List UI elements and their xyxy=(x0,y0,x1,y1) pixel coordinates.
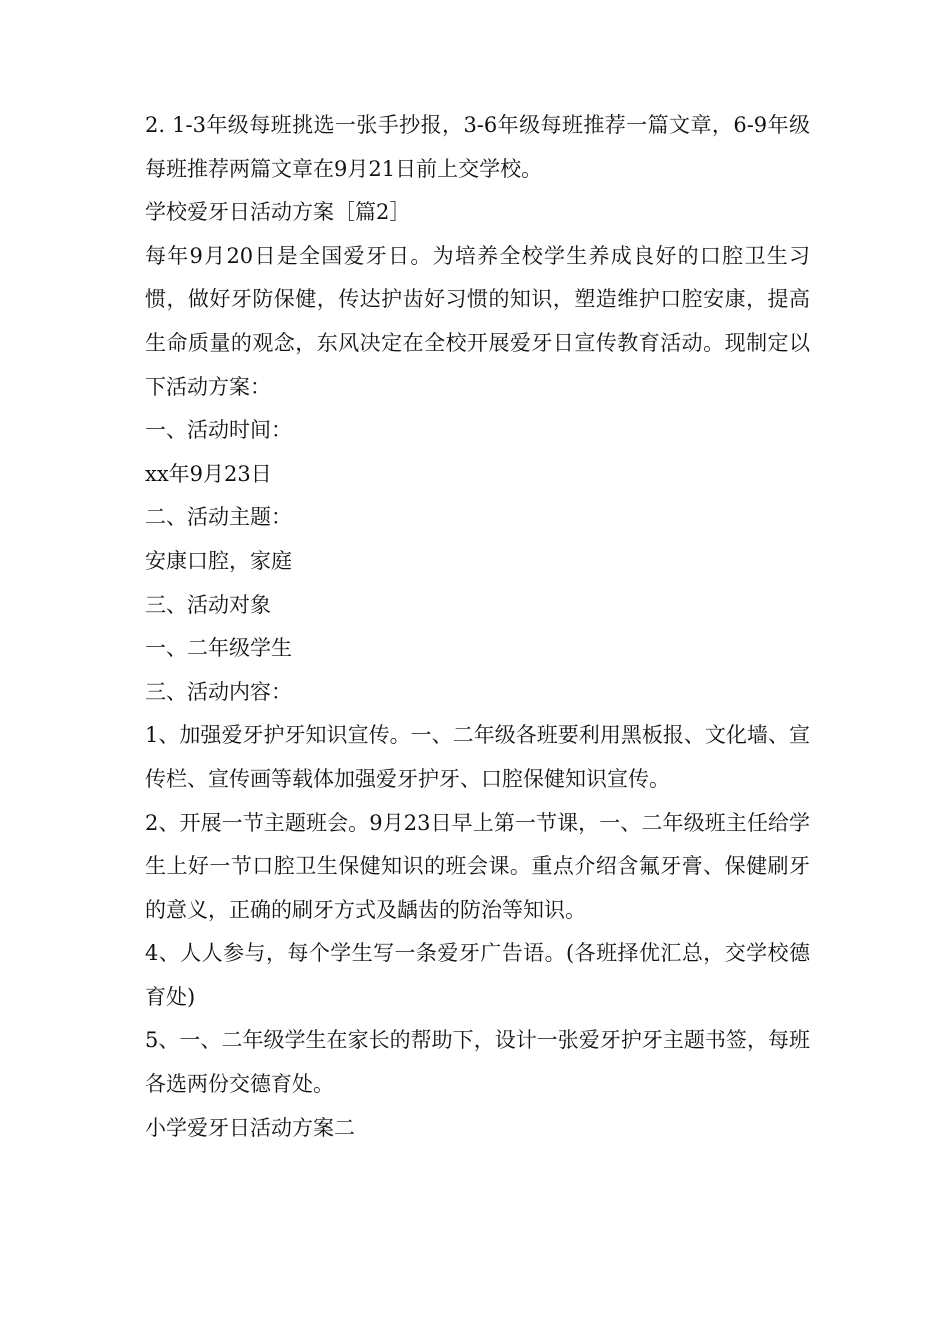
section-heading-plan2: 小学爱牙日活动方案二 xyxy=(145,1115,355,1140)
activity-time-value: xx年9月23日 xyxy=(145,461,272,486)
document-body xyxy=(145,104,810,1150)
content-item-1: 1、加强爱牙护牙知识宣传。一、二年级各班要利用黑板报、文化墙、宣传栏、宣传画等载体加强爱牙护牙、口腔保健知识宣传。 xyxy=(145,723,810,791)
content-item-5: 5、一、二年级学生在家长的帮助下，设计一张爱牙护牙主题书签，每班各选两份交德育处。 xyxy=(145,1028,810,1097)
heading-activity-time: 一、活动时间： xyxy=(145,418,292,443)
heading-activity-theme: 二、活动主题： xyxy=(145,505,292,530)
heading-activity-target: 三、活动对象 xyxy=(145,592,271,617)
heading-activity-content: 三、活动内容： xyxy=(145,679,292,704)
section-heading-part2: 学校爱牙日活动方案［篇2］ xyxy=(145,200,411,225)
content-item-2: 2、开展一节主题班会。9月23日早上第一节课，一、二年级班主任给学生上好一节口腔卫生保健知识的班会课。重点介绍含氟牙膏、保健刷牙的意义，正确的刷牙方式及龋齿的防治等知识。 xyxy=(145,810,810,922)
paragraph-intro: 每年9月20日是全国爱牙日。为培养全校学生养成良好的口腔卫生习惯，做好牙防保健，传达护齿好习惯的知识，塑造维护口腔安康，提高生命质量的观念，东风决定在全校开展爱牙日宣传教育活动。现制定以下活动方案： xyxy=(145,243,810,399)
activity-target-value: 一、二年级学生 xyxy=(145,636,292,661)
activity-theme-value: 安康口腔，家庭 xyxy=(145,548,292,573)
paragraph-submission-rules: 2. 1-3年级每班挑选一张手抄报，3-6年级每班推荐一篇文章，6-9年级每班推荐两篇文章在9月21日前上交学校。 xyxy=(145,113,810,181)
content-item-4: 4、人人参与，每个学生写一条爱牙广告语。(各班择优汇总，交学校德育处) xyxy=(145,941,810,1009)
